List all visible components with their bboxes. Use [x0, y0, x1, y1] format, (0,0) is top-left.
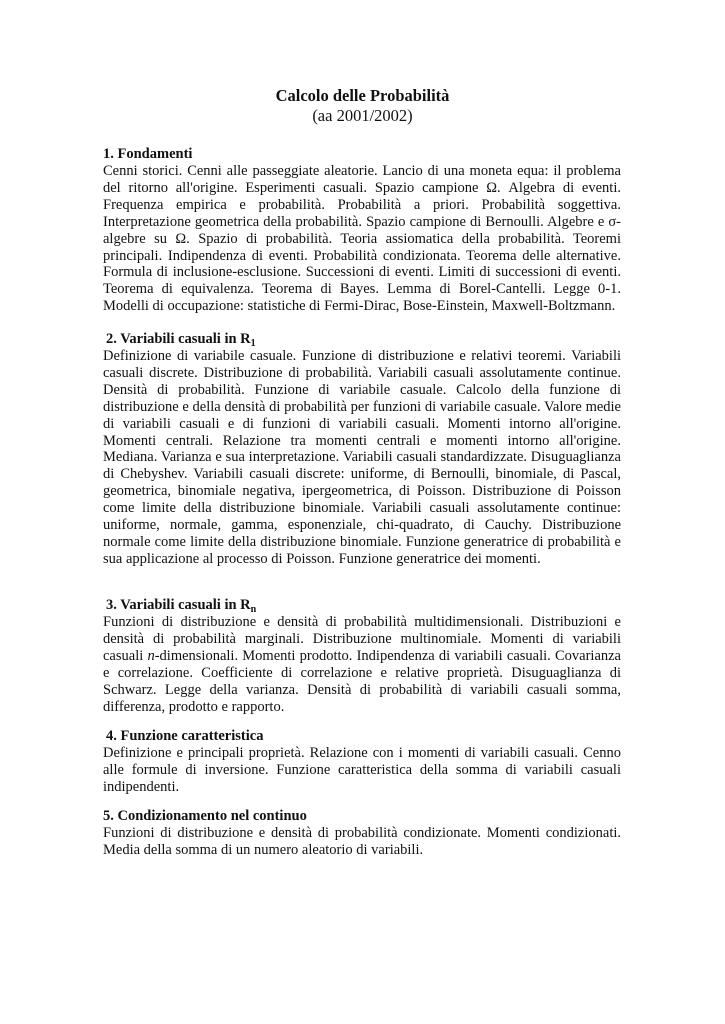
- section-condizionamento-continuo: [103, 808, 621, 859]
- section-body-part: -dimensionali. Momenti prodotto. Indipendenza di variabili casuali. Covarianza e correlazione. Coefficiente di correlazione e relative proprietà. Disuguaglianza di Schwarz. Legge della varianza. Densità di probabilità di variabili casuali somma, differenza, prodotto e rapporto.: [103, 647, 621, 715]
- section-fondamenti: [103, 146, 621, 315]
- section-heading: [103, 728, 621, 745]
- section-variabili-casuali-rn: [103, 597, 621, 715]
- section-funzione-caratteristica: [103, 728, 621, 796]
- section-body: Definizione di variabile casuale. Funzione di distribuzione e relativi teoremi. Variabili casuali discrete. Distribuzione di probabilità. Variabili casuali assolutamente continue. Densità di probabilità. Funzione di variabile casuale. Calcolo della funzione di distribuzione e della densità di probabilità per funzioni di variabile casuale. Valore medie di variabili casuali e di funzioni di variabili casuali. Momenti intorno all'origine. Momenti centrali. Relazione tra momenti centrali e momenti intorno all'origine. Mediana. Varianza e sua interpretazione. Variabili casuali standardizzate. Disuguaglianza di Chebyshev. Variabili casuali discrete: uniforme, di Bernoulli, binomiale, di Pascal, geometrica, binomiale negativa, ipergeometrica, di Poisson. Distribuzione di Poisson come limite della distribuzione binomiale. Variabili casuali assolutamente continue: uniforme, normale, gamma, esponenziale, chi-quadrato, di Cauchy. Distribuzione normale come limite della distribuzione binomiale. Funzione generatrice di probabilità e sua applicazione al processo di Poisson. Funzione generatrice dei momenti.: [103, 348, 621, 567]
- section-heading-text: 5. Condizionamento nel continuo: [103, 808, 307, 824]
- section-heading: [103, 808, 621, 825]
- section-heading-subscript: n: [250, 604, 257, 615]
- section-heading: [103, 331, 621, 348]
- section-body: Cenni storici. Cenni alle passeggiate aleatorie. Lancio di una moneta equa: il problema del ritorno all'origine. Esperimenti casuali. Spazio campione Ω. Algebra di eventi. Frequenza empirica e probabilità. Probabilità a priori. Probabilità soggettiva. Interpretazione geometrica della probabilità. Spazio campione di Bernoulli. Algebre e σ-algebre su Ω. Spazio di probabilità. Teoria assiomatica della probabilità. Teoremi principali. Indipendenza di eventi. Probabilità condizionata. Teorema delle alternative. Formula di inclusione-esclusione. Successioni di eventi. Limiti di successioni di eventi. Teorema di equivalenza. Teorema di Bayes. Lemma di Borel-Cantelli. Legge 0-1. Modelli di occupazione: statistiche di Fermi-Dirac, Bose-Einstein, Maxwell-Boltzmann.: [103, 163, 621, 315]
- section-body: Funzioni di distribuzione e densità di probabilità condizionate. Momenti condizionati. Media della somma di un numero aleatorio di variabili.: [103, 825, 621, 858]
- section-heading-subscript: 1: [250, 338, 256, 349]
- section-body-part: Funzioni di distribuzione e densità di probabilità multidimensionali. Distribuzioni e densità di probabilità marginali. Distribuzione multinomiale. Momenti di variabili casuali: [103, 614, 621, 664]
- section-variabili-casuali-r1: [103, 331, 621, 568]
- section-heading-text: 4. Funzione caratteristica: [106, 728, 264, 744]
- section-heading: [103, 146, 621, 163]
- section-body: [103, 614, 621, 715]
- section-heading-text: 2. Variabili casuali in R: [106, 331, 251, 347]
- document-title: Calcolo delle Probabilità: [275, 86, 450, 105]
- section-body: Definizione e principali proprietà. Relazione con i momenti di variabili casuali. Cenno alle formule di inversione. Funzione caratteristica della somma di variabili casuali indipendenti.: [103, 745, 621, 795]
- section-heading-text: 1. Fondamenti: [103, 146, 193, 162]
- document-subtitle: (aa 2001/2002): [312, 106, 413, 125]
- section-heading: [103, 597, 621, 614]
- section-heading-text: 3. Variabili casuali in R: [106, 597, 251, 613]
- italic-n: n: [147, 647, 155, 664]
